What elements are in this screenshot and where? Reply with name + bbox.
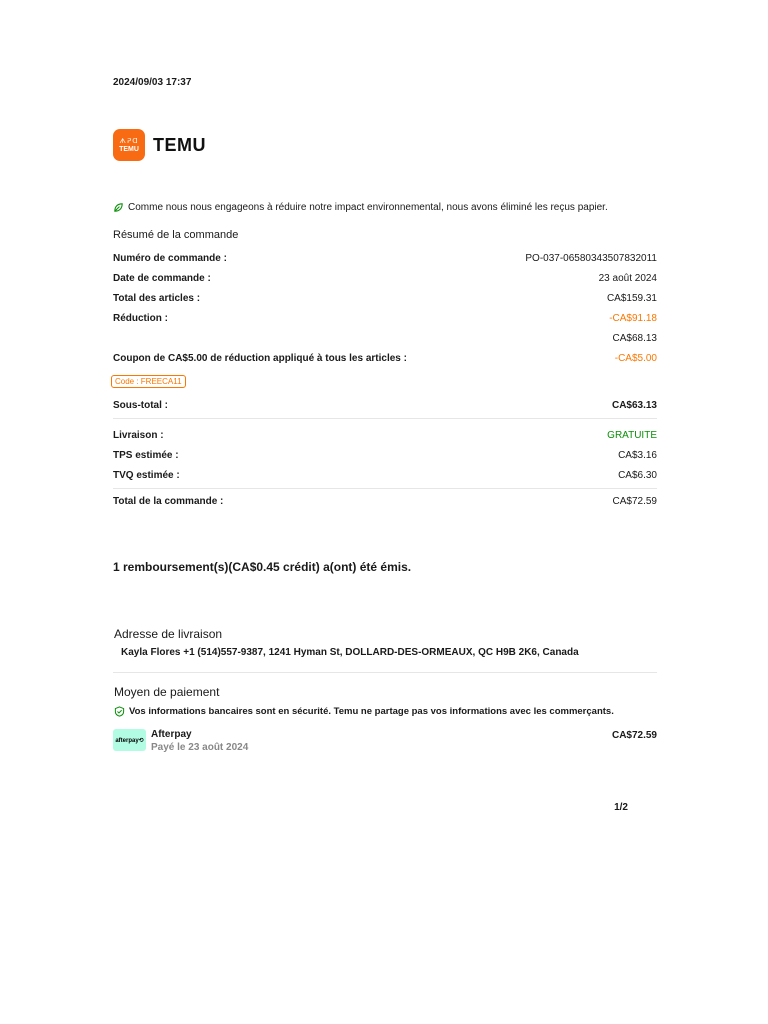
eco-notice-text: Comme nous nous engageons à réduire notre impact environnemental, nous avons éliminé les reçus papier. (128, 202, 608, 213)
brand-name: TEMU (153, 134, 206, 155)
tvq-row (113, 470, 657, 481)
order-date-value: 23 août 2024 (598, 273, 657, 284)
logo-mark-glyphs: ᗑᕈᗡ (119, 137, 139, 145)
items-total-row (113, 293, 657, 304)
order-number-row (113, 253, 657, 264)
shipping-label: Livraison : (113, 430, 164, 441)
tvq-label: TVQ estimée : (113, 470, 180, 481)
shield-check-icon (114, 706, 125, 717)
after-discount-row (113, 333, 657, 344)
order-date-label: Date de commande : (113, 273, 211, 284)
afterpay-logo: afterpay⟲ (113, 729, 146, 751)
receipt-timestamp: 2024/09/03 17:37 (113, 77, 192, 88)
temu-logo (113, 129, 206, 161)
coupon-value: -CA$5.00 (614, 353, 657, 364)
leaf-icon (113, 202, 124, 213)
discount-value: -CA$91.18 (609, 313, 657, 324)
shipping-value: GRATUITE (607, 430, 657, 441)
after-discount-value: CA$68.13 (612, 333, 657, 344)
items-total-label: Total des articles : (113, 293, 201, 304)
shipping-address-text: Kayla Flores +1 (514)557-9387, 1241 Hyman St, DOLLARD-DES-ORMEAUX, QC H9B 2K6, Canada (121, 647, 579, 658)
temu-logo-mark (113, 129, 145, 161)
divider (113, 418, 657, 419)
shipping-address-title: Adresse de livraison (114, 627, 223, 641)
order-total-row (113, 496, 657, 507)
refund-notice: 1 remboursement(s)(CA$0.45 crédit) a(ont) été émis. (113, 560, 412, 574)
coupon-label: Coupon de CA$5.00 de réduction appliqué à tous les articles : (113, 353, 407, 364)
discount-row (113, 313, 657, 324)
payment-secure-notice (114, 706, 614, 717)
order-date-row (113, 273, 657, 284)
order-number-value: PO-037-06580343507832011 (525, 253, 657, 264)
coupon-code-badge: Code : FREECA11 (111, 375, 186, 388)
payment-method-name: Afterpay (151, 729, 192, 740)
tps-value: CA$3.16 (618, 450, 657, 461)
subtotal-value: CA$63.13 (611, 400, 657, 411)
page-number: 1/2 (614, 802, 628, 813)
subtotal-row (113, 400, 657, 411)
coupon-row (113, 353, 657, 364)
eco-notice (113, 202, 608, 213)
payment-amount: CA$72.59 (611, 730, 657, 741)
subtotal-label: Sous-total : (113, 400, 168, 411)
shipping-row (113, 430, 657, 441)
payment-date: Payé le 23 août 2024 (151, 742, 249, 753)
order-total-value: CA$72.59 (612, 496, 657, 507)
payment-secure-text: Vos informations bancaires sont en sécurité. Temu ne partage pas vos informations avec les commerçants. (129, 706, 614, 717)
discount-label: Réduction : (113, 313, 168, 324)
payment-method-title: Moyen de paiement (114, 685, 220, 699)
items-total-value: CA$159.31 (606, 293, 657, 304)
tps-row (113, 450, 657, 461)
logo-mark-text: TEMU (119, 145, 139, 153)
order-total-label: Total de la commande : (113, 496, 224, 507)
tps-label: TPS estimée : (113, 450, 179, 461)
order-number-label: Numéro de commande : (113, 253, 227, 264)
order-summary-title: Résumé de la commande (113, 229, 239, 241)
divider (113, 488, 657, 489)
divider (113, 672, 657, 673)
tvq-value: CA$6.30 (618, 470, 657, 481)
